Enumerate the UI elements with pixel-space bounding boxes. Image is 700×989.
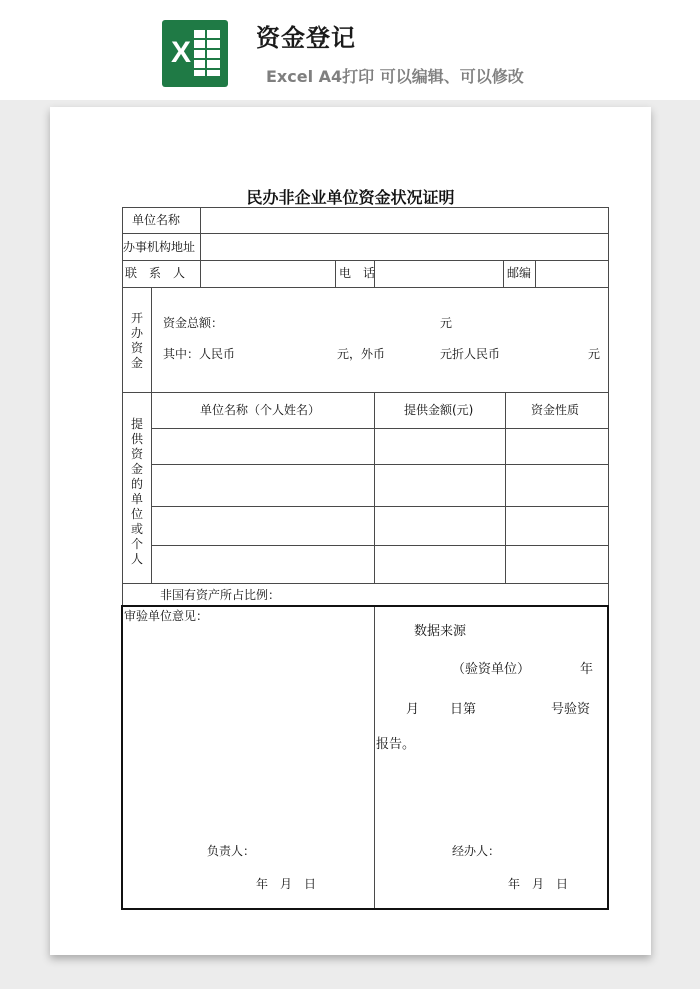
excel-letter: X <box>170 36 191 69</box>
label-contact: 联 系 人 <box>125 266 186 280</box>
label-audit-unit: （验资单位） <box>452 662 531 677</box>
label-report-no: 号验资 <box>551 702 591 717</box>
col-header-nature: 资金性质 <box>531 403 580 417</box>
label-handler: 经办人： <box>452 844 501 858</box>
label-postcode: 邮编 <box>507 266 532 280</box>
document-sheet <box>50 107 651 955</box>
label-yuan-end: 元 <box>588 347 601 361</box>
label-office-address: 办事机构地址 <box>123 240 196 254</box>
label-non-state-ratio: 非国有资产所占比例： <box>160 588 281 602</box>
document-title: 民办非企业单位资金状况证明 <box>246 188 455 207</box>
label-audit-opinion: 审验单位意见： <box>124 609 209 623</box>
label-yuan-foreign: 元，外币 <box>337 347 386 361</box>
label-unit-name: 单位名称 <box>132 213 181 227</box>
label-yuan: 元 <box>440 316 453 330</box>
label-yuan-converted-rmb: 元折人民币 <box>440 347 501 361</box>
label-person-in-charge: 负责人： <box>207 844 256 858</box>
label-of-which-rmb: 其中：人民币 <box>163 347 236 361</box>
page-title: 资金登记 <box>256 24 356 52</box>
col-header-unit-name: 单位名称（个人姓名） <box>200 403 321 417</box>
page-subtitle: Excel A4打印 可以编辑、可以修改 <box>266 67 524 86</box>
label-phone: 电 话 <box>339 266 376 280</box>
label-providers: 提供资金的单位或个人 <box>130 417 143 566</box>
label-day-no: 日第 <box>450 702 477 717</box>
excel-icon <box>162 20 228 87</box>
label-start-funds: 开办资金 <box>130 311 143 370</box>
header <box>0 0 700 100</box>
label-month: 月 <box>406 702 420 717</box>
excel-grid-icon <box>194 30 220 76</box>
col-header-amount: 提供金额(元) <box>404 403 474 417</box>
date-right: 年 月 日 <box>508 877 569 891</box>
label-year: 年 <box>580 662 594 677</box>
label-report: 报告。 <box>376 737 416 752</box>
label-total-funds: 资金总额： <box>163 316 224 330</box>
label-data-source: 数据来源 <box>414 624 467 639</box>
date-left: 年 月 日 <box>256 877 317 891</box>
